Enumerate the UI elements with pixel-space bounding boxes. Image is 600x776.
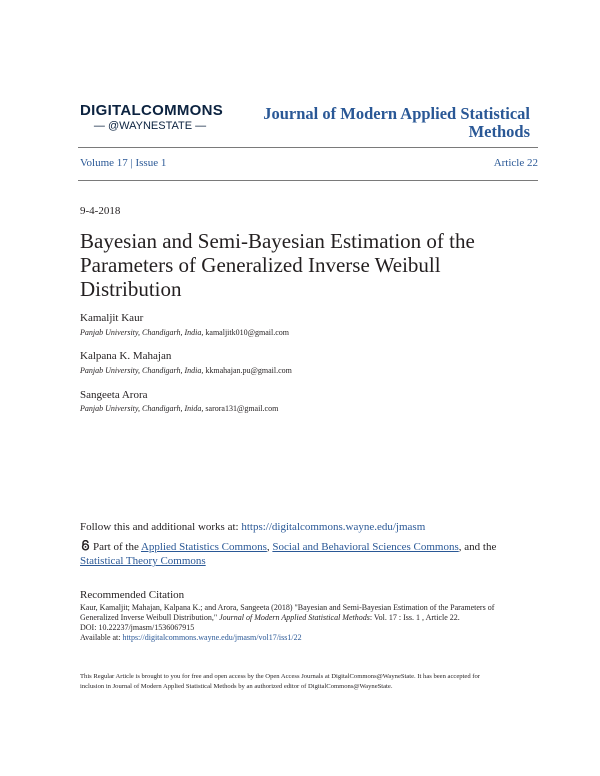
applied-statistics-commons-link[interactable]: Applied Statistics Commons [140, 541, 267, 553]
available-link[interactable]: https://digitalcommons.wayne.edu/jmasm/vol17/iss1/22 [122, 633, 302, 642]
article-title: Bayesian and Semi-Bayesian Estimation of the Parameters of Generalized Inverse Weibull Distribution [80, 229, 475, 301]
social-behavioral-sciences-commons-link[interactable]: Social and Behavioral Sciences Commons [272, 541, 459, 553]
affiliation-text: Panjab University, Chandigarh, India, [80, 328, 204, 337]
author-affiliation [80, 366, 292, 375]
citation-volume: : Vol. 17 : Iss. 1 , Article 22. [369, 613, 460, 622]
footer-line-1: This Regular Article is brought to you for free and open access by the Open Access Journals at DigitalCommons@WayneState. It has been accepted for [80, 673, 480, 680]
article-number-link[interactable]: Article 22 [493, 157, 538, 169]
digitalcommons-logo [80, 102, 224, 133]
follow-line [80, 521, 425, 533]
statistical-theory-commons-link[interactable]: Statistical Theory Commons [80, 555, 206, 567]
footer-line-2: inclusion in Journal of Modern Applied Statistical Methods by an authorized editor of DigitalCommons@WayneState. [80, 683, 393, 690]
follow-text: Follow this and additional works at: [80, 521, 239, 533]
author-affiliation [80, 328, 289, 337]
citation-block [80, 603, 540, 643]
affiliation-text: Panjab University, Chandigarh, India, [80, 366, 204, 375]
citation-line-1: Kaur, Kamaljit; Mahajan, Kalpana K.; and Arora, Sangeeta (2018) "Bayesian and Semi-Bayesian Estimation of the Parameters of [80, 603, 495, 612]
citation-journal: Journal of Modern Applied Statistical Methods [219, 613, 370, 622]
author-name: Sangeeta Arora [80, 389, 148, 401]
citation-available [80, 633, 540, 643]
part-of-prefix: Part of the [93, 541, 139, 553]
affiliation-text: Panjab University, Chandigarh, Inida, [80, 404, 204, 413]
author-email: kkmahajan.pu@gmail.com [205, 366, 292, 375]
journal-name-link[interactable]: Journal of Modern Applied Statistical Methods [263, 104, 530, 141]
citation-doi: DOI: 10.22237/jmasm/1536067915 [80, 623, 195, 632]
author-name: Kamaljit Kaur [80, 312, 144, 324]
publication-date: 9-4-2018 [80, 205, 121, 217]
volume-issue-link[interactable]: Volume 17 | Issue 1 [80, 157, 167, 169]
issue-line [80, 157, 538, 169]
citation-line-2 [80, 613, 540, 623]
footer-notice [80, 672, 540, 692]
citation-title-part: Generalized Inverse Weibull Distribution," [80, 613, 218, 622]
header-divider-top [78, 147, 538, 148]
author-email: sarora131@gmail.com [205, 404, 279, 413]
header-divider-bottom [78, 180, 538, 181]
part-of-and: , and the [458, 541, 497, 553]
logo-top-text: DIGITALCOMMONS [80, 102, 224, 119]
logo-bottom-text: — @WAYNESTATE — [93, 120, 207, 132]
author-affiliation [80, 404, 278, 413]
part-of-line [80, 540, 530, 568]
available-prefix: Available at: [80, 633, 121, 642]
follow-link[interactable]: https://digitalcommons.wayne.edu/jmasm [241, 521, 426, 533]
part-of-separator: , [266, 541, 270, 553]
recommended-citation-heading: Recommended Citation [80, 589, 185, 601]
open-access-icon [80, 540, 91, 551]
author-email: kamaljitk010@gmail.com [205, 328, 289, 337]
author-name: Kalpana K. Mahajan [80, 350, 172, 362]
